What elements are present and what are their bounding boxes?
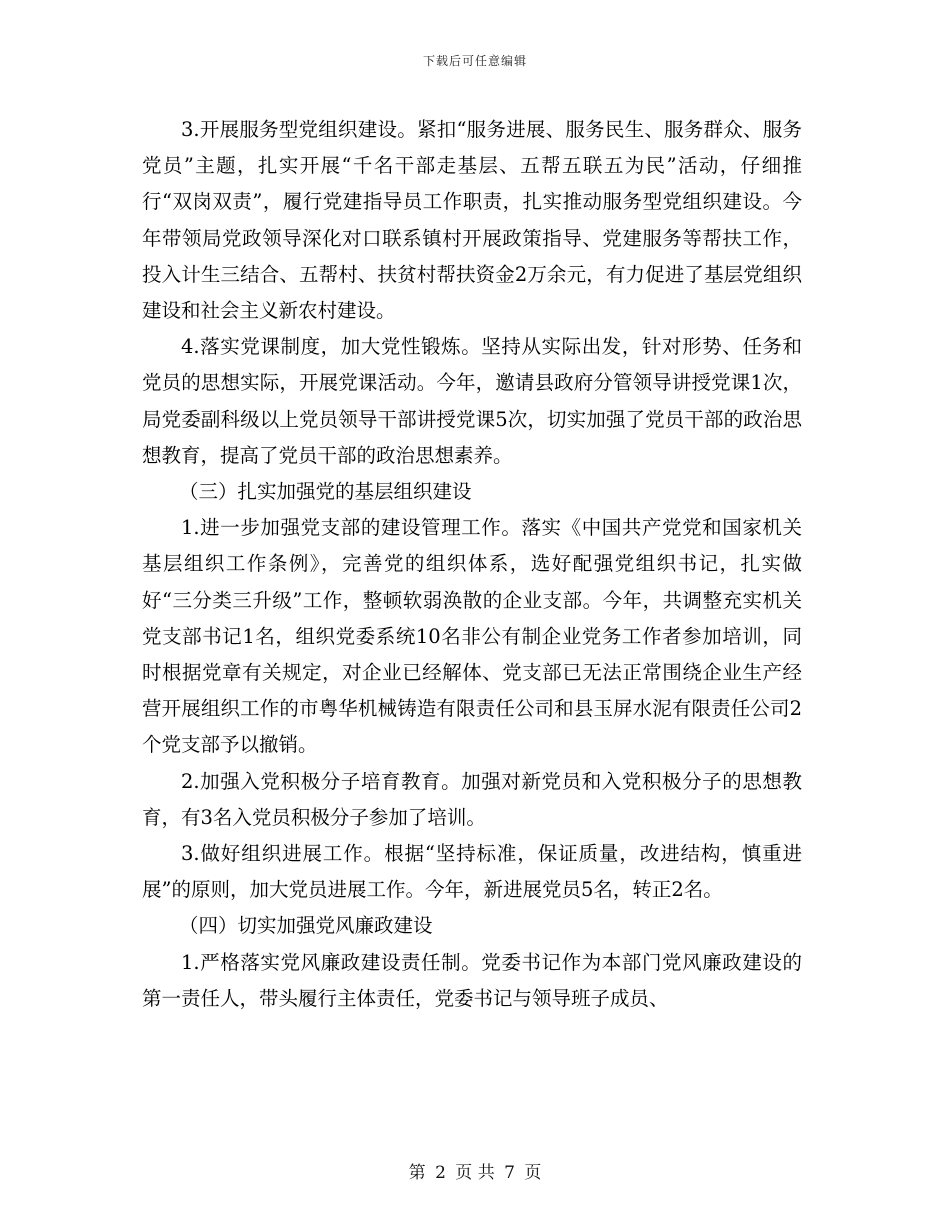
page-footer (0, 1158, 950, 1183)
paragraph-activist-training: 2.加强入党积极分子培育教育。加强对新党员和入党积极分子的思想教育，有3名入党员积极分子参加了培训。 (142, 769, 802, 829)
footer-prefix: 第 (408, 1163, 426, 1183)
section-heading-grassroots-organization: （三）扎实加强党的基层组织建设 (179, 480, 472, 504)
paragraph-responsibility-system: 1.严格落实党风廉政建设责任制。党委书记作为本部门党风廉政建设的第一责任人，带头履行主体责任，党委书记与领导班子成员、 (142, 950, 802, 1010)
paragraph-service-party-building: 3.开展服务型党组织建设。紧扣“服务进展、服务民生、服务群众、服务党员”主题，扎实开展“千名干部走基层、五帮五联五为民”活动，仔细推行“双岗双责”，履行党建指导员工作职责，扎实推动服务型党组织建设。今年带领局党政领导深化对口联系镇村开展政策指导、党建服务等帮扶工作，投入计生三结合、五帮村、扶贫村帮扶资金2万余元，有力促进了基层党组织建设和社会主义新农村建设。 (142, 118, 802, 323)
page-header: 下载后可任意编辑 (422, 54, 527, 68)
paragraph-branch-management: 1.进一步加强党支部的建设管理工作。落实《中国共产党党和国家机关基层组织工作条例》，完善党的组织体系，选好配强党组织书记，扎实做好“三分类三升级”工作，整顿软弱涣散的企业支部。今年，共调整充实机关党支部书记1名，组织党委系统10名非公有制企业党务工作者参加培训，同时根据党章有关规定，对企业已经解体、党支部已无法正常围绕企业生产经营开展组织工作的市粤华机械铸造有限责任公司和县玉屏水泥有限责任公司2个党支部予以撤销。 (142, 516, 802, 757)
document-body (142, 112, 802, 1017)
footer-suffix: 页 (524, 1163, 542, 1183)
footer-middle: 页 共 (455, 1163, 495, 1183)
section-heading-clean-governance: （四）切实加强党风廉政建设 (179, 914, 433, 938)
paragraph-party-lecture: 4.落实党课制度，加大党性锻炼。坚持从实际出发，针对形势、任务和党员的思想实际，开展党课活动。今年，邀请县政府分管领导讲授党课1次，局党委副科级以上党员领导干部讲授党课5次，切实加强了党员干部的政治思想教育，提高了党员干部的政治思想素养。 (142, 335, 802, 467)
current-page-number: 2 (435, 1163, 446, 1183)
total-pages-number: 7 (504, 1163, 515, 1183)
paragraph-organization-development: 3.做好组织进展工作。根据“坚持标准，保证质量，改进结构，慎重进展”的原则，加大党员进展工作。今年，新进展党员5名，转正2名。 (142, 842, 802, 902)
